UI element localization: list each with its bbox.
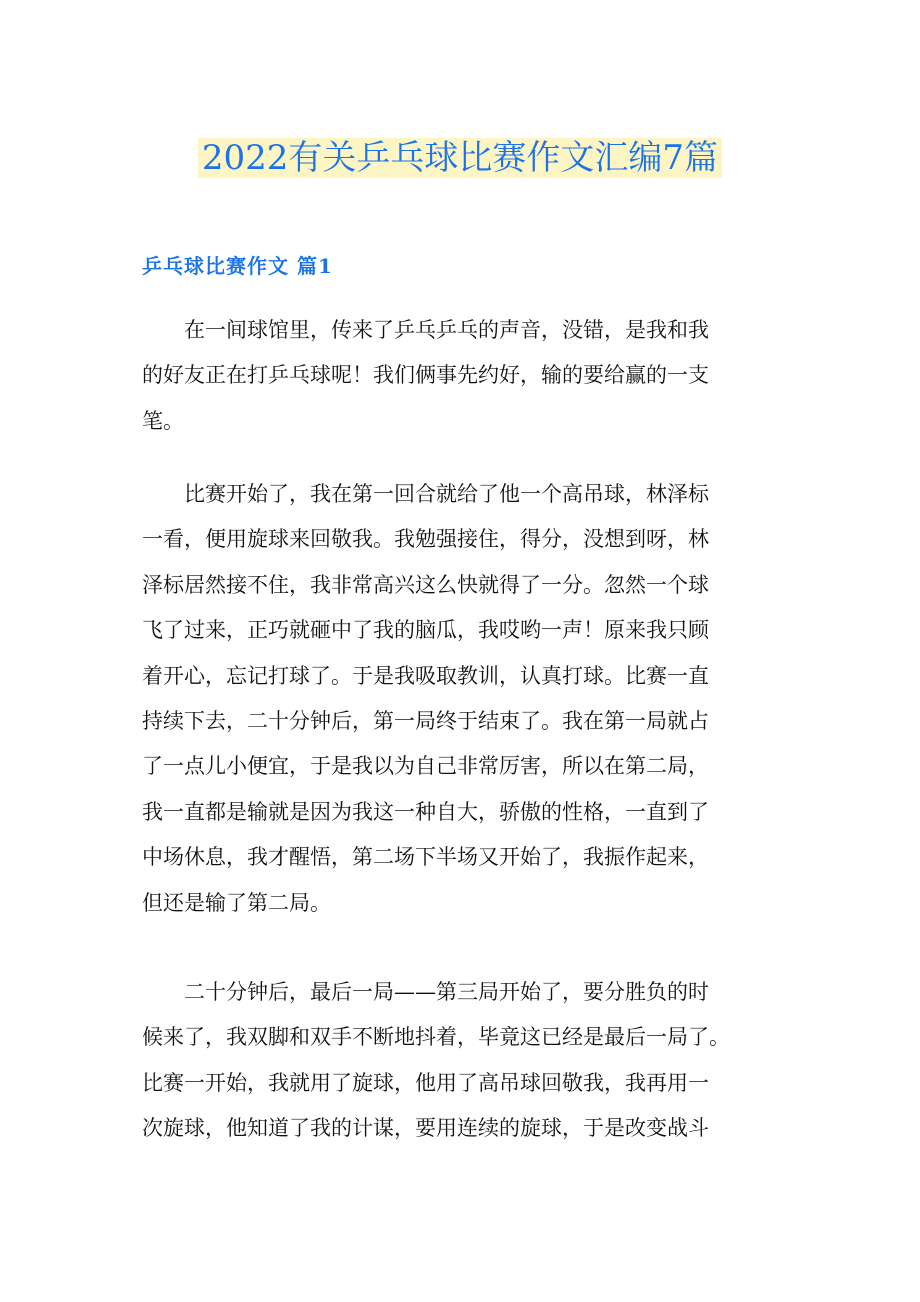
paragraph-line: 比赛一开始，我就用了旋球，他用了高吊球回敬我，我再用一 [142, 1070, 709, 1095]
paragraph-line: 飞了过来，正巧就砸中了我的脑瓜，我哎哟一声！原来我只顾 [142, 618, 709, 643]
paragraph-line: 但还是输了第二局。 [142, 890, 331, 915]
paragraph-line: 的好友正在打乒乓球呢！我们俩事先约好，输的要给赢的一支 [142, 363, 709, 388]
paragraph-line: 二十分钟后，最后一局——第三局开始了，要分胜负的时 [184, 980, 709, 1004]
paragraph-line: 泽标居然接不住，我非常高兴这么快就得了一分。忽然一个球 [142, 572, 709, 597]
document-title: 2022有关乒乓球比赛作文汇编7篇 [0, 128, 920, 188]
paragraph-3 [142, 970, 778, 1152]
paragraph-line: 中场休息，我才醒悟，第二场下半场又开始了，我振作起来， [142, 845, 709, 870]
paragraph-line: 一看，便用旋球来回敬我。我勉强接住，得分，没想到呀，林 [142, 527, 709, 552]
paragraph-line: 了一点儿小便宜，于是我以为自己非常厉害，所以在第二局， [142, 754, 709, 779]
paragraph-line: 次旋球，他知道了我的计谋，要用连续的旋球，于是改变战斗 [142, 1116, 709, 1141]
paragraph-line: 笔。 [142, 408, 184, 433]
paragraph-line: 我一直都是输就是因为我这一种自大，骄傲的性格，一直到了 [142, 799, 709, 824]
paragraph-line: 比赛开始了，我在第一回合就给了他一个高吊球，林泽标 [184, 482, 709, 506]
paragraph-line: 候来了，我双脚和双手不断地抖着，毕竟这已经是最后一局了。 [142, 1025, 730, 1050]
paragraph-line: 着开心，忘记打球了。于是我吸取教训，认真打球。比赛一直 [142, 663, 709, 688]
paragraph-1 [142, 308, 778, 444]
section-heading: 乒乓球比赛作文 篇1 [142, 254, 333, 278]
paragraph-line: 在一间球馆里，传来了乒乓乒乓的声音，没错，是我和我 [184, 318, 709, 342]
paragraph-2 [142, 472, 778, 926]
paragraph-line: 持续下去，二十分钟后，第一局终于结束了。我在第一局就占 [142, 709, 709, 734]
